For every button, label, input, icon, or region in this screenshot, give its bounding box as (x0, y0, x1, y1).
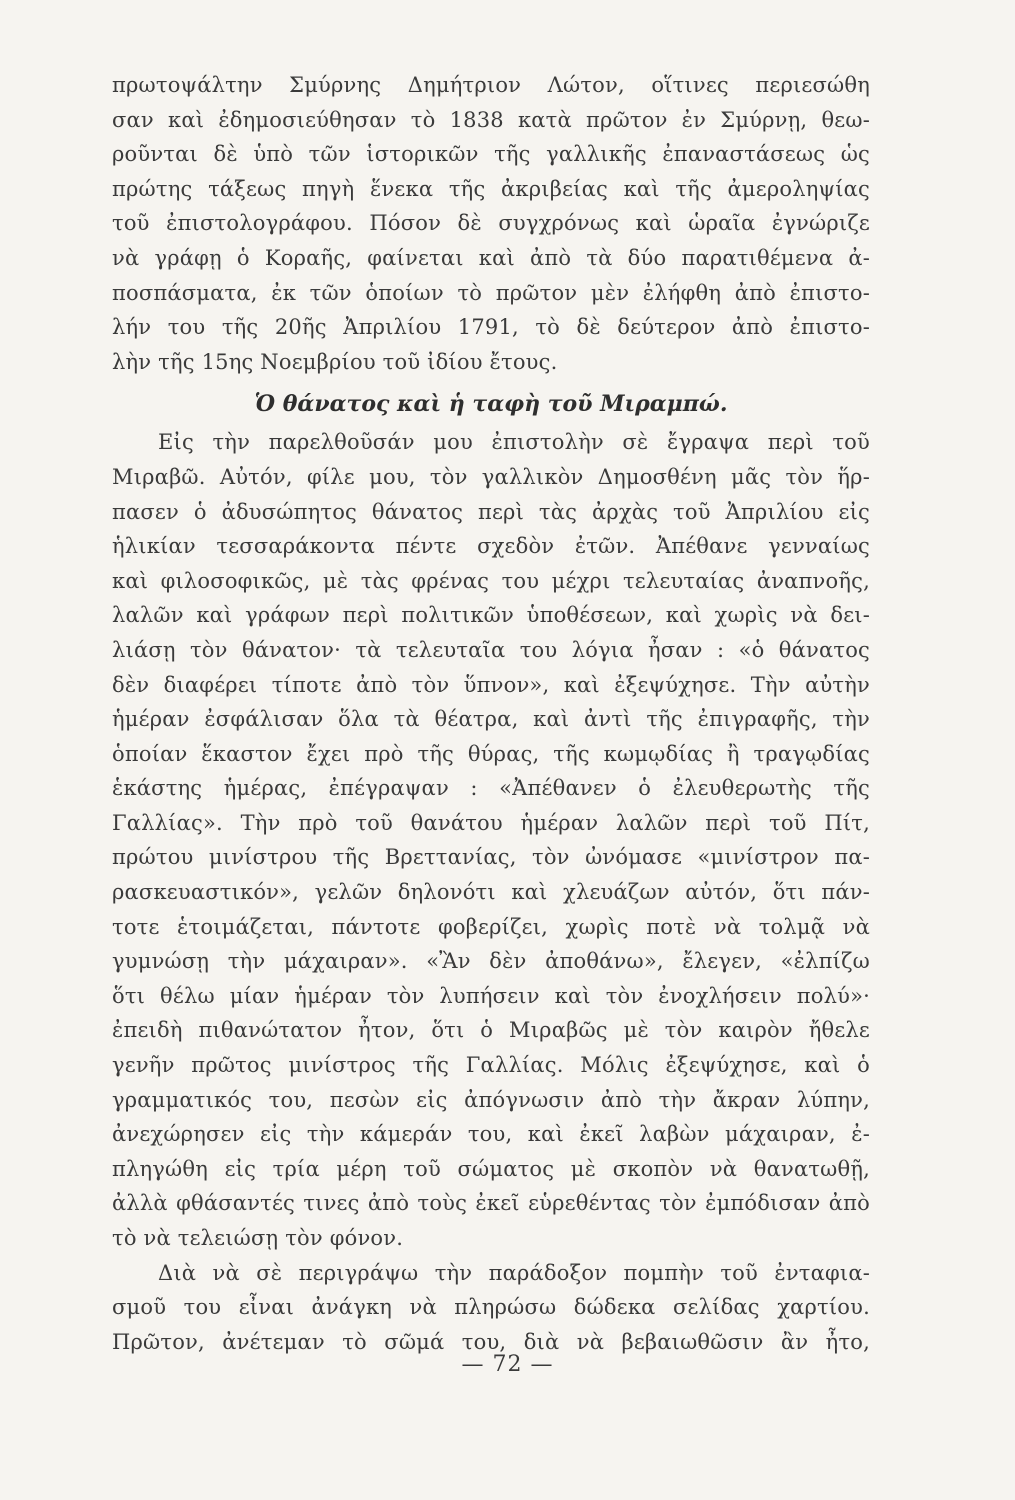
text-line: ροῦνται δὲ ὑπὸ τῶν ἱστορικῶν τῆς γαλλικῆς ἐπαναστάσεως ὡς (112, 142, 870, 167)
text-line: λὴν τῆς 15ης Νοεμβρίου τοῦ ἰδίου ἔτους. (112, 349, 558, 374)
text-line: λαλῶν καὶ γράφων περὶ πολιτικῶν ὑποθέσεων, καὶ χωρὶς νὰ δει- (112, 603, 870, 628)
text-line: Εἰς τὴν παρελθοῦσάν μου ἐπιστολὴν σὲ ἔγραψα περὶ τοῦ (158, 430, 870, 455)
text-line: Πρῶτον, ἀνέτεμαν τὸ σῶμά του, διὰ νὰ βεβαιωθῶσιν ἂν ἦτο, (112, 1329, 870, 1354)
text-line: πρώτης τάξεως πηγὴ ἕνεκα τῆς ἀκριβείας καὶ τῆς ἀμεροληψίας (112, 176, 870, 201)
text-line: πρωτοψάλτην Σμύρνης Δημήτριον Λώτον, οἵτινες περιεσώθη (112, 73, 870, 97)
text-line: γραμματικός του, πεσὼν εἰς ἀπόγνωσιν ἀπὸ τὴν ἄκραν λύπην, (112, 1087, 870, 1112)
text-line: λιάσῃ τὸν θάνατον· τὰ τελευταῖα του λόγια ἦσαν : «ὁ θάνατος (112, 637, 870, 662)
text-line: πασεν ὁ ἀδυσώπητος θάνατος περὶ τὰς ἀρχὰς τοῦ Ἀπριλίου εἰς (112, 499, 870, 524)
text-line: τὸ νὰ τελειώσῃ τὸν φόνον. (112, 1226, 404, 1250)
text-block (112, 68, 870, 1359)
paragraph-1 (112, 68, 870, 379)
text-line: πληγώθη εἰς τρία μέρη τοῦ σώματος μὲ σκοπὸν νὰ θανατωθῇ, (112, 1156, 870, 1181)
text-line: ἀνεχώρησεν εἰς τὴν κάμεράν του, καὶ ἐκεῖ λαβὼν μάχαιραν, ἐ- (112, 1122, 870, 1147)
text-line: σμοῦ του εἶναι ἀνάγκη νὰ πληρώσω δώδεκα σελίδας χαρτίου. (112, 1295, 870, 1320)
text-line: ποσπάσματα, ἐκ τῶν ὁποίων τὸ πρῶτον μὲν ἐλήφθη ἀπὸ ἐπιστο- (112, 280, 870, 305)
text-line: ἡλικίαν τεσσαράκοντα πέντε σχεδὸν ἐτῶν. Ἀπέθανε γενναίως (112, 534, 870, 559)
text-line: γυμνώσῃ τὴν μάχαιραν». «Ἂν δὲν ἀποθάνω», ἔλεγεν, «ἐλπίζω (112, 949, 870, 974)
text-line: γενῆν πρῶτος μινίστρος τῆς Γαλλίας. Μόλις ἐξεψύχησε, καὶ ὁ (112, 1053, 870, 1078)
paragraph-3 (112, 1256, 870, 1360)
text-line: νὰ γράφῃ ὁ Κοραῆς, φαίνεται καὶ ἀπὸ τὰ δύο παρατιθέμενα ἀ- (112, 245, 870, 270)
paragraph-2 (112, 425, 870, 1255)
text-line: ὁποίαν ἕκαστον ἔχει πρὸ τῆς θύρας, τῆς κωμῳδίας ἢ τραγῳδίας (112, 741, 870, 766)
text-line: δὲν διαφέρει τίποτε ἀπὸ τὸν ὕπνον», καὶ ἐξεψύχησε. Τὴν αὐτὴν (112, 672, 870, 697)
text-line: ἀλλὰ φθάσαντές τινες ἀπὸ τοὺς ἐκεῖ εὑρεθέντας τὸν ἐμπόδισαν ἀπὸ (112, 1191, 870, 1216)
text-line: καὶ φιλοσοφικῶς, μὲ τὰς φρένας του μέχρι τελευταίας ἀναπνοῆς, (112, 568, 870, 593)
text-line: σαν καὶ ἐδημοσιεύθησαν τὸ 1838 κατὰ πρῶτον ἐν Σμύρνῃ, θεω- (112, 107, 870, 132)
text-line: Διὰ νὰ σὲ περιγράψω τὴν παράδοξον πομπὴν τοῦ ἐνταφια- (158, 1260, 870, 1285)
text-line: ἡμέραν ἐσφάλισαν ὅλα τὰ θέατρα, καὶ ἀντὶ τῆς ἐπιγραφῆς, τὴν (112, 707, 870, 732)
text-line: ὅτι θέλω μίαν ἡμέραν τὸν λυπήσειν καὶ τὸν ἐνοχλήσειν πολύ»· (112, 983, 870, 1008)
text-line: ἐπειδὴ πιθανώτατον ἦτον, ὅτι ὁ Μιραβῶς μὲ τὸν καιρὸν ἤθελε (112, 1018, 870, 1043)
page-number: — 72 — (461, 1352, 554, 1377)
text-line: λήν του τῆς 20ῆς Ἀπριλίου 1791, τὸ δὲ δεύτερον ἀπὸ ἐπιστο- (112, 315, 870, 340)
text-line: Μιραβῶ. Αὐτόν, φίλε μου, τὸν γαλλικὸν Δημοσθένη μᾶς τὸν ἥρ- (112, 464, 870, 489)
text-line: ἑκάστης ἡμέρας, ἐπέγραψαν : «Ἀπέθανεν ὁ ἐλευθερωτὴς τῆς (112, 776, 870, 801)
text-line: πρώτου μινίστρου τῆς Βρεττανίας, τὸν ὠνόμασε «μινίστρον πα- (112, 845, 870, 870)
section-heading: Ὁ θάνατος καὶ ἡ ταφὴ τοῦ Μιραμπώ. (254, 391, 728, 418)
text-line: τοῦ ἐπιστολογράφου. Πόσον δὲ συγχρόνως καὶ ὡραῖα ἐγνώριζε (112, 211, 870, 236)
text-line: ρασκευαστικόν», γελῶν δηλονότι καὶ χλευάζων αὐτόν, ὅτι πάν- (112, 880, 870, 905)
text-line: τοτε ἑτοιμάζεται, πάντοτε φοβερίζει, χωρὶς ποτὲ νὰ τολμᾷ νὰ (112, 914, 870, 939)
text-line: Γαλλίας». Τὴν πρὸ τοῦ θανάτου ἡμέραν λαλῶν περὶ τοῦ Πίτ, (112, 810, 870, 835)
